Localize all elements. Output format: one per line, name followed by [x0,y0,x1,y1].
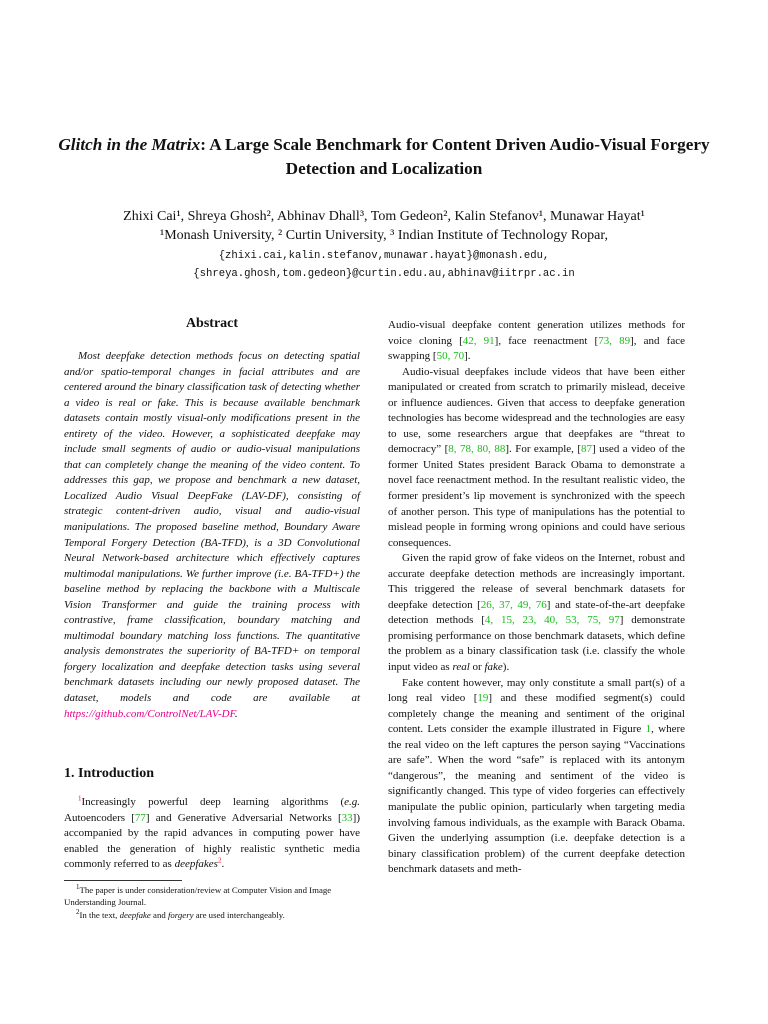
footnote-2 [64,909,360,921]
citation-4-15-23-40-53-75-97[interactable]: 4, 15, 23, 40, 53, 75, 97 [484,614,620,627]
rp1-b: ], face reenactment [ [494,334,599,347]
footnote-mark-1[interactable]: 1 [78,794,82,803]
authors-line: Zhixi Cai¹, Shreya Ghosh², Abhinav Dhall³, Tom Gedeon², Kalin Stefanov¹, Munawar Hayat¹ [123,209,645,224]
rp3-a: Given the rapid grow of fake videos on the Internet, robust and accurate deepfake detection methods are increasingly important. This triggered the release of several benchmark datasets for deepfake detection [ [388,552,685,611]
intro-eg: e.g. [344,796,360,808]
footnote-divider [64,880,182,881]
intro-text-e: . [221,858,225,871]
rp4-a: Fake content however, may only constitute a small part(s) of a long real video [ [388,676,685,705]
intro-text-d: ]) accompanied by the rapid advances in computing power have enabled the generation of highly realistic synthetic media commonly referred to as [64,811,360,871]
intro-term: deepfakes [174,858,218,871]
rp2-c: ] used a video of the former United States president Barack Obama to demonstrate a novel face reenactment method. In the resultant realistic video, the former president’s lip movement is synchronized with the speech of another person. This type of manipulations has the potential to mislead people in forming wrong opinions and could have serious consequences. [388,443,686,549]
citation-73-89[interactable]: 73, 89 [598,334,631,347]
citation-50-70[interactable]: 50, 70 [436,350,465,363]
rp3-c: ] demonstrate promising performance on those benchmark datasets, which define the problem as a binary classification task (i.e. classify the whole input video as [388,614,685,674]
introduction-paragraph [64,795,360,873]
abstract-end: . [234,707,238,720]
footnote-2-mark: 2 [76,908,80,917]
right-paragraph-2 [388,365,685,552]
footnote-2-term-1: deepfake [119,910,151,920]
intro-text-c: ] and Generative Adversarial Networks [ [145,811,342,824]
rp3-d: or [469,661,485,674]
affiliations-line: ¹Monash University, ² Curtin University, ³ Indian Institute of Technology Ropar, [160,228,608,243]
author-block [40,207,728,245]
footnote-mark-2[interactable]: 2 [217,856,222,865]
abstract-body [64,349,360,722]
title-italic: Glitch in the Matrix [58,135,201,154]
citation-19[interactable]: 19 [477,692,489,705]
term-real: real [452,661,470,674]
rp3-e: ). [502,661,510,674]
footnote-2-text-c: are used interchangeably. [193,910,285,920]
footnote-2-text-a: In the text, [79,910,120,920]
introduction-heading: 1. Introduction [64,766,154,781]
email-line-1: {zhixi.cai,kalin.stefanov,munawar.hayat}@monash.edu, [218,250,550,262]
footnote-2-term-2: forgery [167,910,194,920]
citation-87[interactable]: 87 [581,443,593,456]
intro-text-b: Autoencoders [ [64,811,135,824]
term-fake: fake [484,661,503,674]
rp2-b: ]. For example, [ [505,443,582,456]
citation-33[interactable]: 33 [341,811,353,824]
rp4-c: , where the real video on the left captures the person saying “Vaccinations are safe”. When the word “safe” is replaced with its antonym “dangerous”, the meaning and sentiment of the video is significantly changed. This type of video forgeries can effectively manipulate the public opinion, particularly when targeting media involving famous individuals, as the example with Barack Obama. Given the underlying assumption (i.e. deepfake detection is a binary classification problem) of the current deepfake detection benchmark datasets and meth- [388,723,686,876]
code-link[interactable]: https://github.com/ControlNet/LAV-DF [64,707,235,720]
rp1-d: ]. [464,350,471,363]
right-column [388,318,685,878]
footnote-1-text: The paper is under consideration/review at Computer Vision and Image Understanding Journal. [64,885,332,908]
right-paragraph-4 [388,676,685,878]
citation-26-37-49-76[interactable]: 26, 37, 49, 76 [480,598,547,611]
right-paragraph-1 [388,318,685,365]
footnote-2-text-b: and [150,910,168,920]
paper-title [40,133,728,181]
rp2-a: Audio-visual deepfakes include videos that have been either manipulated or created from scratch to primarily mislead, deceive or influence audiences. Given that access to deepfake generation technologies has become widespread and the technologies are easy to use, some researchers argue that deepfakes are “threat to democracy” [ [388,365,685,456]
email-line-2: {shreya.ghosh,tom.gedeon}@curtin.edu.au,abhinav@iitrpr.ac.in [193,268,575,280]
citation-8-78-80-88[interactable]: 8, 78, 80, 88 [448,443,506,456]
intro-text-a: Increasingly powerful deep learning algorithms ( [81,796,345,808]
rp1-c: ], and face swapping [ [388,334,685,363]
citation-77[interactable]: 77 [134,811,146,824]
footnote-1 [64,884,360,909]
abstract-text: Most deepfake detection methods focus on detecting spatial and/or spatio-temporal changes in facial attributes and are centered around the binary classification task of detecting whether a video is real or fake. This is because available benchmark datasets contain mostly visual-only modifications present in the entirety of the video. However, a sophisticated deepfake may include small segments of audio or audio-visual manipulations that can completely change the meaning of the video content. To addresses this gap, we propose and benchmark a new dataset, Localized Audio Visual DeepFake (LAV-DF), consisting of strategic content-driven audio, visual and audio-visual manipulations. The proposed baseline method, Boundary Aware Temporal Forgery Detection (BA-TFD), is a 3D Convolutional Neural Network-based architecture which effectively captures multimodal manipulations. We further improve (i.e. BA-TFD+) the baseline method by replacing the backbone with a Multiscale Vision Transformer and guide the training process with contrastive, frame classification, boundary matching and multimodal boundary matching loss functions. The quantitative analysis demonstrates the superiority of BA-TFD+ on temporal forgery localization and deepfake detection tasks using several benchmark datasets including our newly proposed dataset. The dataset, models and code are available at [64,350,360,705]
right-paragraph-3 [388,551,685,675]
rp4-b: ] and these modified segment(s) could completely change the meaning and sentiment of the original content. Lets consider the example illustrated in Figure [388,692,685,736]
abstract-heading: Abstract [185,316,239,331]
figure-ref-1[interactable]: 1 [645,723,652,736]
citation-42-91[interactable]: 42, 91 [462,334,495,347]
title-rest: : A Large Scale Benchmark for Content Driven Audio-Visual Forgery Detection and Localization [200,135,710,178]
footnote-1-mark: 1 [76,883,80,892]
rp3-b: ] and state-of-the-art deepfake detection methods [ [388,598,686,627]
rp1-a: Audio-visual deepfake content generation utilizes methods for voice cloning [ [388,319,685,347]
